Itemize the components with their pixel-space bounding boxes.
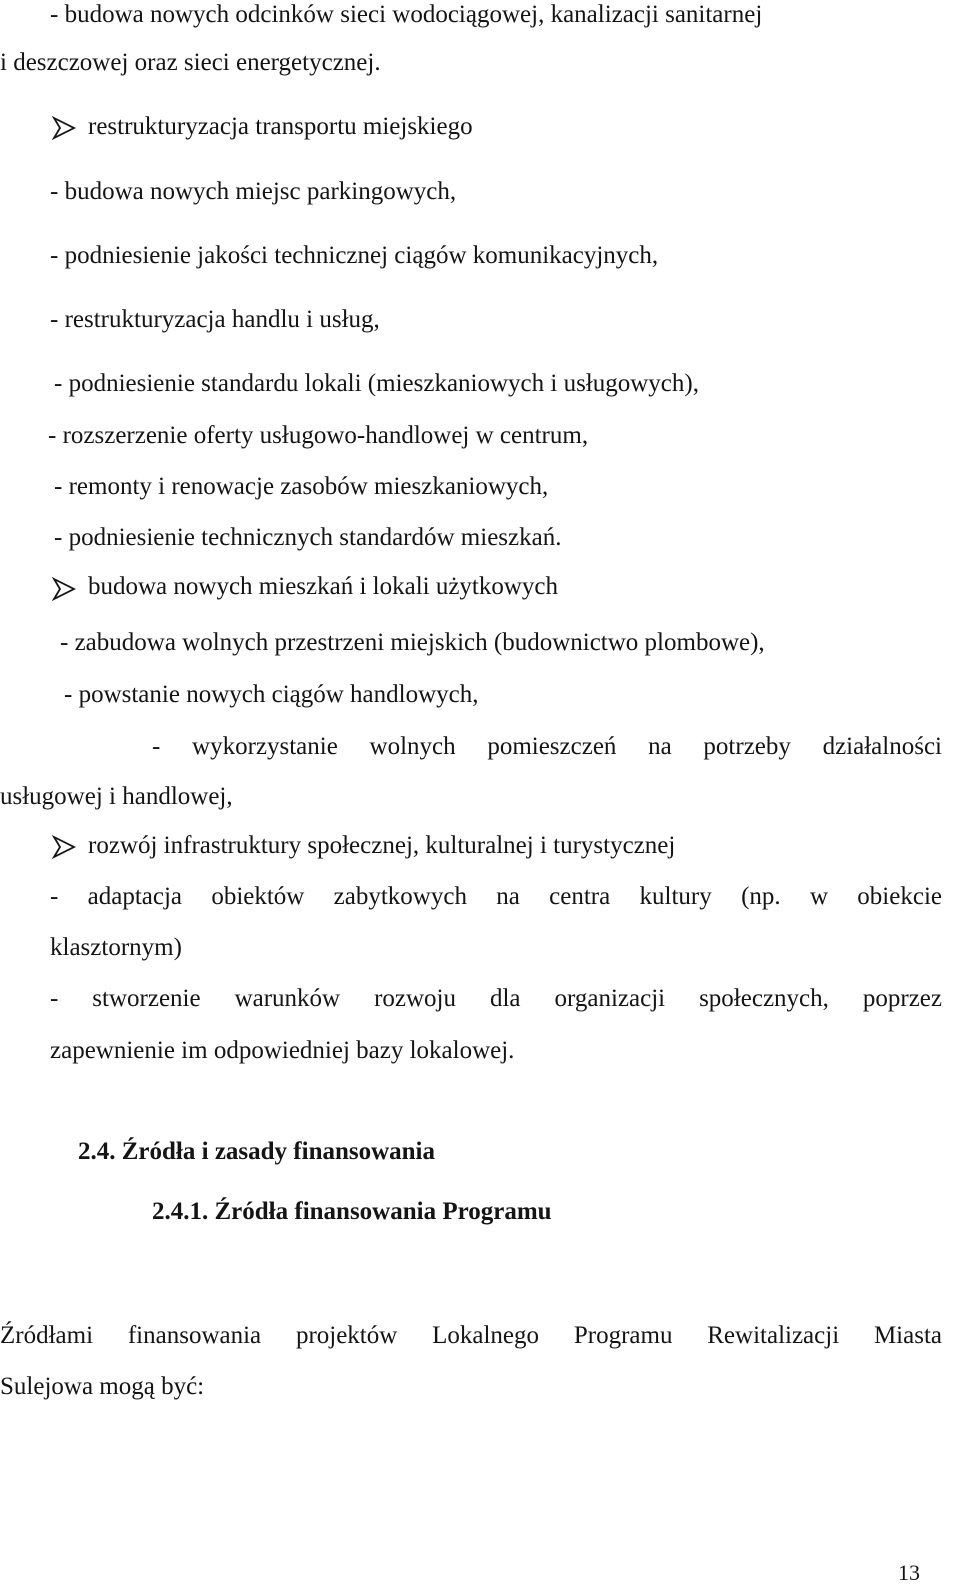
text-line: - zabudowa wolnych przestrzeni miejskich (budownictwo plombowe), (60, 629, 765, 656)
text-line-justified: Źródłami finansowania projektów Lokalnego Programu Rewitalizacji Miasta (0, 1322, 942, 1349)
bullet-heading: restrukturyzacja transportu miejskiego (88, 113, 473, 140)
text-line: usługowej i handlowej, (0, 783, 233, 810)
text-line: zapewnienie im odpowiedniej bazy lokalowej. (50, 1037, 515, 1064)
text-line: - podniesienie technicznych standardów mieszkań. (54, 524, 562, 551)
text-line: - restrukturyzacja handlu i usług, (50, 306, 380, 333)
text-line: - podniesienie jakości technicznej ciągów komunikacyjnych, (50, 242, 659, 269)
text-line: i deszczowej oraz sieci energetycznej. (0, 49, 381, 76)
text-line: - rozszerzenie oferty usługowo-handlowej w centrum, (48, 422, 589, 449)
text-line: klasztornym) (50, 934, 182, 961)
subsection-heading: 2.4.1. Źródła finansowania Programu (152, 1198, 552, 1225)
text-line: - powstanie nowych ciągów handlowych, (64, 681, 479, 708)
text-line-justified: - adaptacja obiektów zabytkowych na centra kultury (np. w obiekcie (50, 883, 942, 910)
bullet-heading: rozwój infrastruktury społecznej, kulturalnej i turystycznej (88, 832, 676, 859)
text-line: - budowa nowych odcinków sieci wodociągowej, kanalizacji sanitarnej (50, 1, 763, 28)
bullet-heading: budowa nowych mieszkań i lokali użytkowych (88, 573, 559, 600)
text-line: - podniesienie standardu lokali (mieszkaniowych i usługowych), (54, 370, 699, 397)
text-line-justified: - wykorzystanie wolnych pomieszczeń na potrzeby działalności (152, 733, 942, 760)
text-line: - budowa nowych miejsc parkingowych, (50, 178, 457, 205)
arrow-bullet-icon (52, 835, 76, 859)
text-line-justified: - stworzenie warunków rozwoju dla organizacji społecznych, poprzez (50, 985, 942, 1012)
section-heading: 2.4. Źródła i zasady finansowania (78, 1138, 436, 1165)
page-number: 13 (898, 1560, 920, 1585)
arrow-bullet-icon (52, 116, 76, 140)
arrow-bullet-icon (52, 577, 76, 601)
text-line: - remonty i renowacje zasobów mieszkaniowych, (54, 473, 549, 500)
text-line: Sulejowa mogą być: (0, 1373, 205, 1400)
